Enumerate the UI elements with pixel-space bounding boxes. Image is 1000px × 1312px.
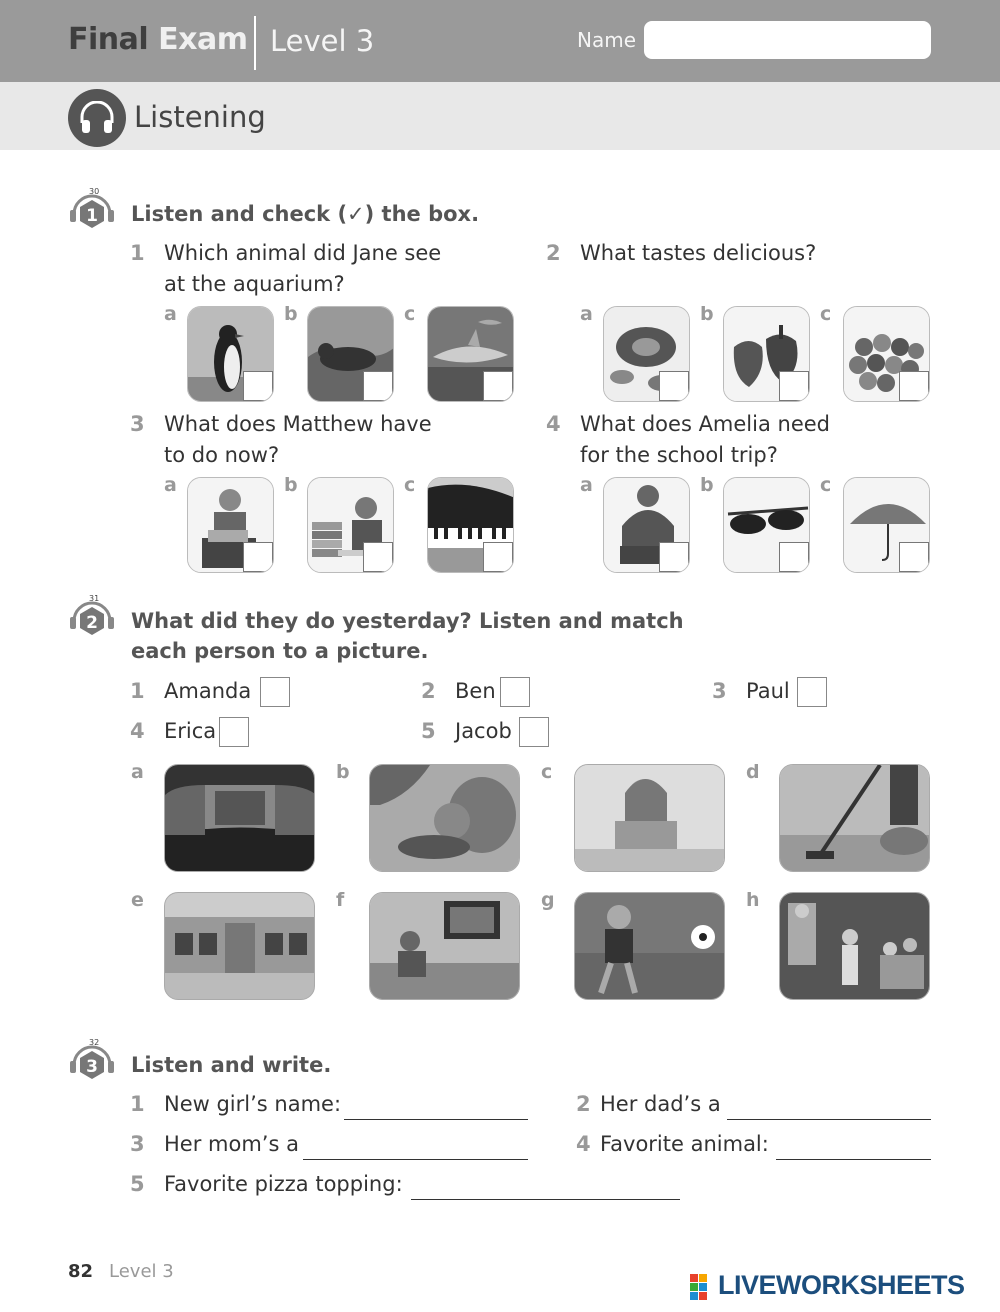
picture-letter: a <box>131 761 144 783</box>
track-number: 32 <box>89 1038 100 1047</box>
checkbox[interactable] <box>659 542 689 572</box>
liveworksheets-logo[interactable] <box>690 1270 990 1304</box>
picture-c <box>574 764 725 872</box>
picture-letter: f <box>336 889 345 911</box>
svg-text:2: 2 <box>86 613 98 633</box>
question-text: What does Matthew have to do now? <box>164 412 432 467</box>
question-number: 4 <box>546 412 561 436</box>
girl-painting-picture <box>575 765 725 872</box>
option-1c[interactable] <box>427 306 514 402</box>
headphones-icon <box>68 89 126 147</box>
question-text: What does Amelia need for the school trip? <box>580 412 831 467</box>
option-1a[interactable] <box>187 306 274 402</box>
picture-letter: c <box>541 761 553 783</box>
checkbox[interactable] <box>243 542 273 572</box>
match-box[interactable] <box>500 677 530 707</box>
track-number: 31 <box>89 594 100 603</box>
question-text: Which animal did Jane see at the aquarium? <box>164 241 442 296</box>
checkbox[interactable] <box>779 371 809 401</box>
question-text: What tastes delicious? <box>580 241 817 265</box>
picture-letter: e <box>131 889 144 911</box>
answer-line[interactable] <box>411 1176 680 1200</box>
section3-instruction: Listen and write. <box>131 1053 332 1077</box>
answer-line[interactable] <box>344 1096 528 1120</box>
question-number: 2 <box>546 241 561 265</box>
person-name: Ben <box>455 679 496 703</box>
item-number: 2 <box>576 1092 591 1116</box>
boy-watching-tv-picture <box>370 893 520 1000</box>
picture-letter: d <box>746 761 760 783</box>
checkbox[interactable] <box>363 371 393 401</box>
header-level: Level 3 <box>270 24 375 58</box>
checkbox[interactable] <box>659 371 689 401</box>
person-name: Amanda <box>164 679 252 703</box>
section2-instruction: What did they do yesterday? Listen and match each person to a picture. <box>131 609 684 663</box>
option-letter: b <box>284 303 298 325</box>
name-input[interactable] <box>644 21 931 59</box>
footer-level: Level 3 <box>109 1261 174 1282</box>
header-divider <box>254 16 256 70</box>
option-3c[interactable] <box>427 477 514 573</box>
answer-line[interactable] <box>727 1096 931 1120</box>
answer-line[interactable] <box>776 1136 931 1160</box>
picture-d <box>779 764 930 872</box>
item-label: Favorite animal: <box>600 1132 769 1156</box>
person-name: Erica <box>164 719 217 743</box>
person-number: 5 <box>421 719 436 743</box>
option-letter: b <box>284 474 298 496</box>
option-2c[interactable] <box>843 306 930 402</box>
liveworksheets-brand: LIVEWORKSHEETS <box>718 1270 965 1300</box>
option-4a[interactable] <box>603 477 690 573</box>
option-4b[interactable] <box>723 477 810 573</box>
audio-track-icon[interactable] <box>66 1043 118 1087</box>
item-label: Her mom’s a <box>164 1132 299 1156</box>
option-letter: a <box>580 303 593 325</box>
picture-g <box>574 892 725 1000</box>
person-number: 1 <box>130 679 145 703</box>
art-gallery-picture <box>165 893 315 1000</box>
liveworksheets-icon <box>690 1274 716 1302</box>
header-bar <box>0 0 1000 82</box>
option-3b[interactable] <box>307 477 394 573</box>
picture-letter: g <box>541 889 555 911</box>
svg-text:1: 1 <box>86 206 98 226</box>
option-1b[interactable] <box>307 306 394 402</box>
vacuum-cleaner-picture <box>780 765 930 872</box>
checkbox[interactable] <box>899 542 929 572</box>
person-number: 3 <box>712 679 727 703</box>
track-number: 30 <box>89 187 100 196</box>
option-letter: c <box>820 303 832 325</box>
checkbox[interactable] <box>243 371 273 401</box>
item-number: 3 <box>130 1132 145 1156</box>
option-letter: a <box>164 474 177 496</box>
item-number: 1 <box>130 1092 145 1116</box>
section1-instruction: Listen and check (✓) the box. <box>131 202 480 226</box>
cat-eating-picture <box>370 765 520 872</box>
audio-track-icon[interactable] <box>66 599 118 643</box>
person-number: 4 <box>130 719 145 743</box>
item-number: 4 <box>576 1132 591 1156</box>
option-3a[interactable] <box>187 477 274 573</box>
page-number: 82 <box>68 1261 94 1282</box>
picture-h <box>779 892 930 1000</box>
person-number: 2 <box>421 679 436 703</box>
option-letter: b <box>700 474 714 496</box>
item-label: Favorite pizza topping: <box>164 1172 403 1196</box>
option-letter: a <box>580 474 593 496</box>
option-4c[interactable] <box>843 477 930 573</box>
picture-letter: h <box>746 889 760 911</box>
exam-title: Final Exam <box>68 22 248 57</box>
question-number: 3 <box>130 412 145 436</box>
theater-picture <box>165 765 315 872</box>
checkbox[interactable] <box>483 371 513 401</box>
section-heading: Listening <box>134 100 266 134</box>
museum-tour-picture <box>780 893 930 1000</box>
picture-b <box>369 764 520 872</box>
option-letter: b <box>700 303 714 325</box>
answer-line[interactable] <box>303 1136 528 1160</box>
option-letter: c <box>820 474 832 496</box>
match-box[interactable] <box>519 717 549 747</box>
picture-e <box>164 892 315 1000</box>
name-label: Name <box>577 28 637 52</box>
picture-letter: b <box>336 761 350 783</box>
question-number: 1 <box>130 241 145 265</box>
option-letter: c <box>404 303 416 325</box>
checkbox[interactable] <box>483 542 513 572</box>
audio-track-icon[interactable] <box>66 192 118 236</box>
option-letter: a <box>164 303 177 325</box>
option-letter: c <box>404 474 416 496</box>
checkbox[interactable] <box>779 542 809 572</box>
picture-a <box>164 764 315 872</box>
picture-f <box>369 892 520 1000</box>
checkbox[interactable] <box>363 542 393 572</box>
person-name: Paul <box>746 679 790 703</box>
match-box[interactable] <box>260 677 290 707</box>
person-name: Jacob <box>455 719 512 743</box>
match-box[interactable] <box>219 717 249 747</box>
item-number: 5 <box>130 1172 145 1196</box>
checkbox[interactable] <box>899 371 929 401</box>
option-2a[interactable] <box>603 306 690 402</box>
item-label: New girl’s name: <box>164 1092 342 1116</box>
item-label: Her dad’s a <box>600 1092 721 1116</box>
boy-playing-soccer-picture <box>575 893 725 1000</box>
match-box[interactable] <box>797 677 827 707</box>
svg-text:3: 3 <box>86 1057 98 1077</box>
option-2b[interactable] <box>723 306 810 402</box>
